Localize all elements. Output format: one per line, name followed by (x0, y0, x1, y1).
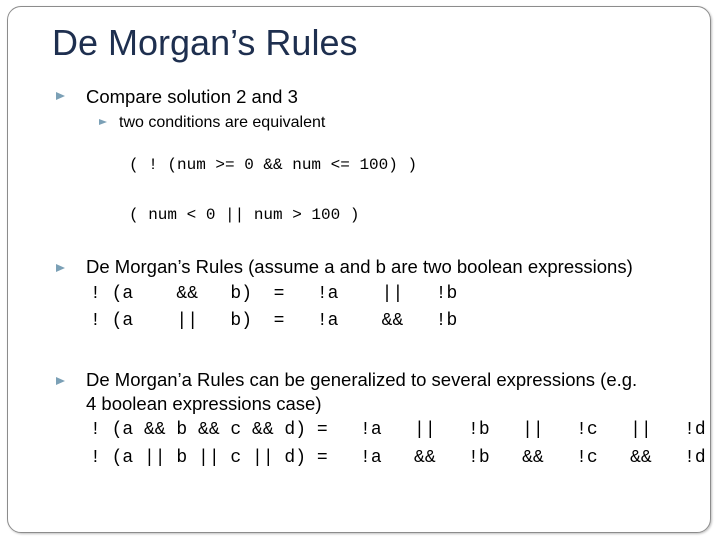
bullet-generalized-line1: De Morgan’a Rules can be generalized to several expressions (e.g. (86, 369, 638, 390)
rule-general-or: ! (a || b || c || d) = !a && !b && !c && !d (90, 448, 706, 468)
sub-bullet-equivalent: two conditions are equivalent (119, 114, 326, 131)
bullet-de-morgan-rules: De Morgan’s Rules (assume a and b are two boolean expressions) (86, 256, 633, 277)
code-out-of-range: ( num < 0 || num > 100 ) (129, 206, 360, 224)
sub-bullet-arrow-icon (99, 119, 107, 125)
slide-title: De Morgan’s Rules (52, 22, 358, 63)
bullet-arrow-icon (56, 264, 65, 272)
bullet-compare: Compare solution 2 and 3 (86, 86, 298, 107)
rule-general-and: ! (a && b && c && d) = !a || !b || !c || !d (90, 420, 706, 440)
rule-or: ! (a || b) = !a && !b (90, 311, 458, 331)
rule-and: ! (a && b) = !a || !b (90, 284, 458, 304)
code-negated-range: ( ! (num >= 0 && num <= 100) ) (129, 156, 418, 174)
bullet-arrow-icon (56, 92, 65, 100)
bullet-generalized-line2: 4 boolean expressions case) (86, 393, 322, 414)
bullet-arrow-icon (56, 377, 65, 385)
